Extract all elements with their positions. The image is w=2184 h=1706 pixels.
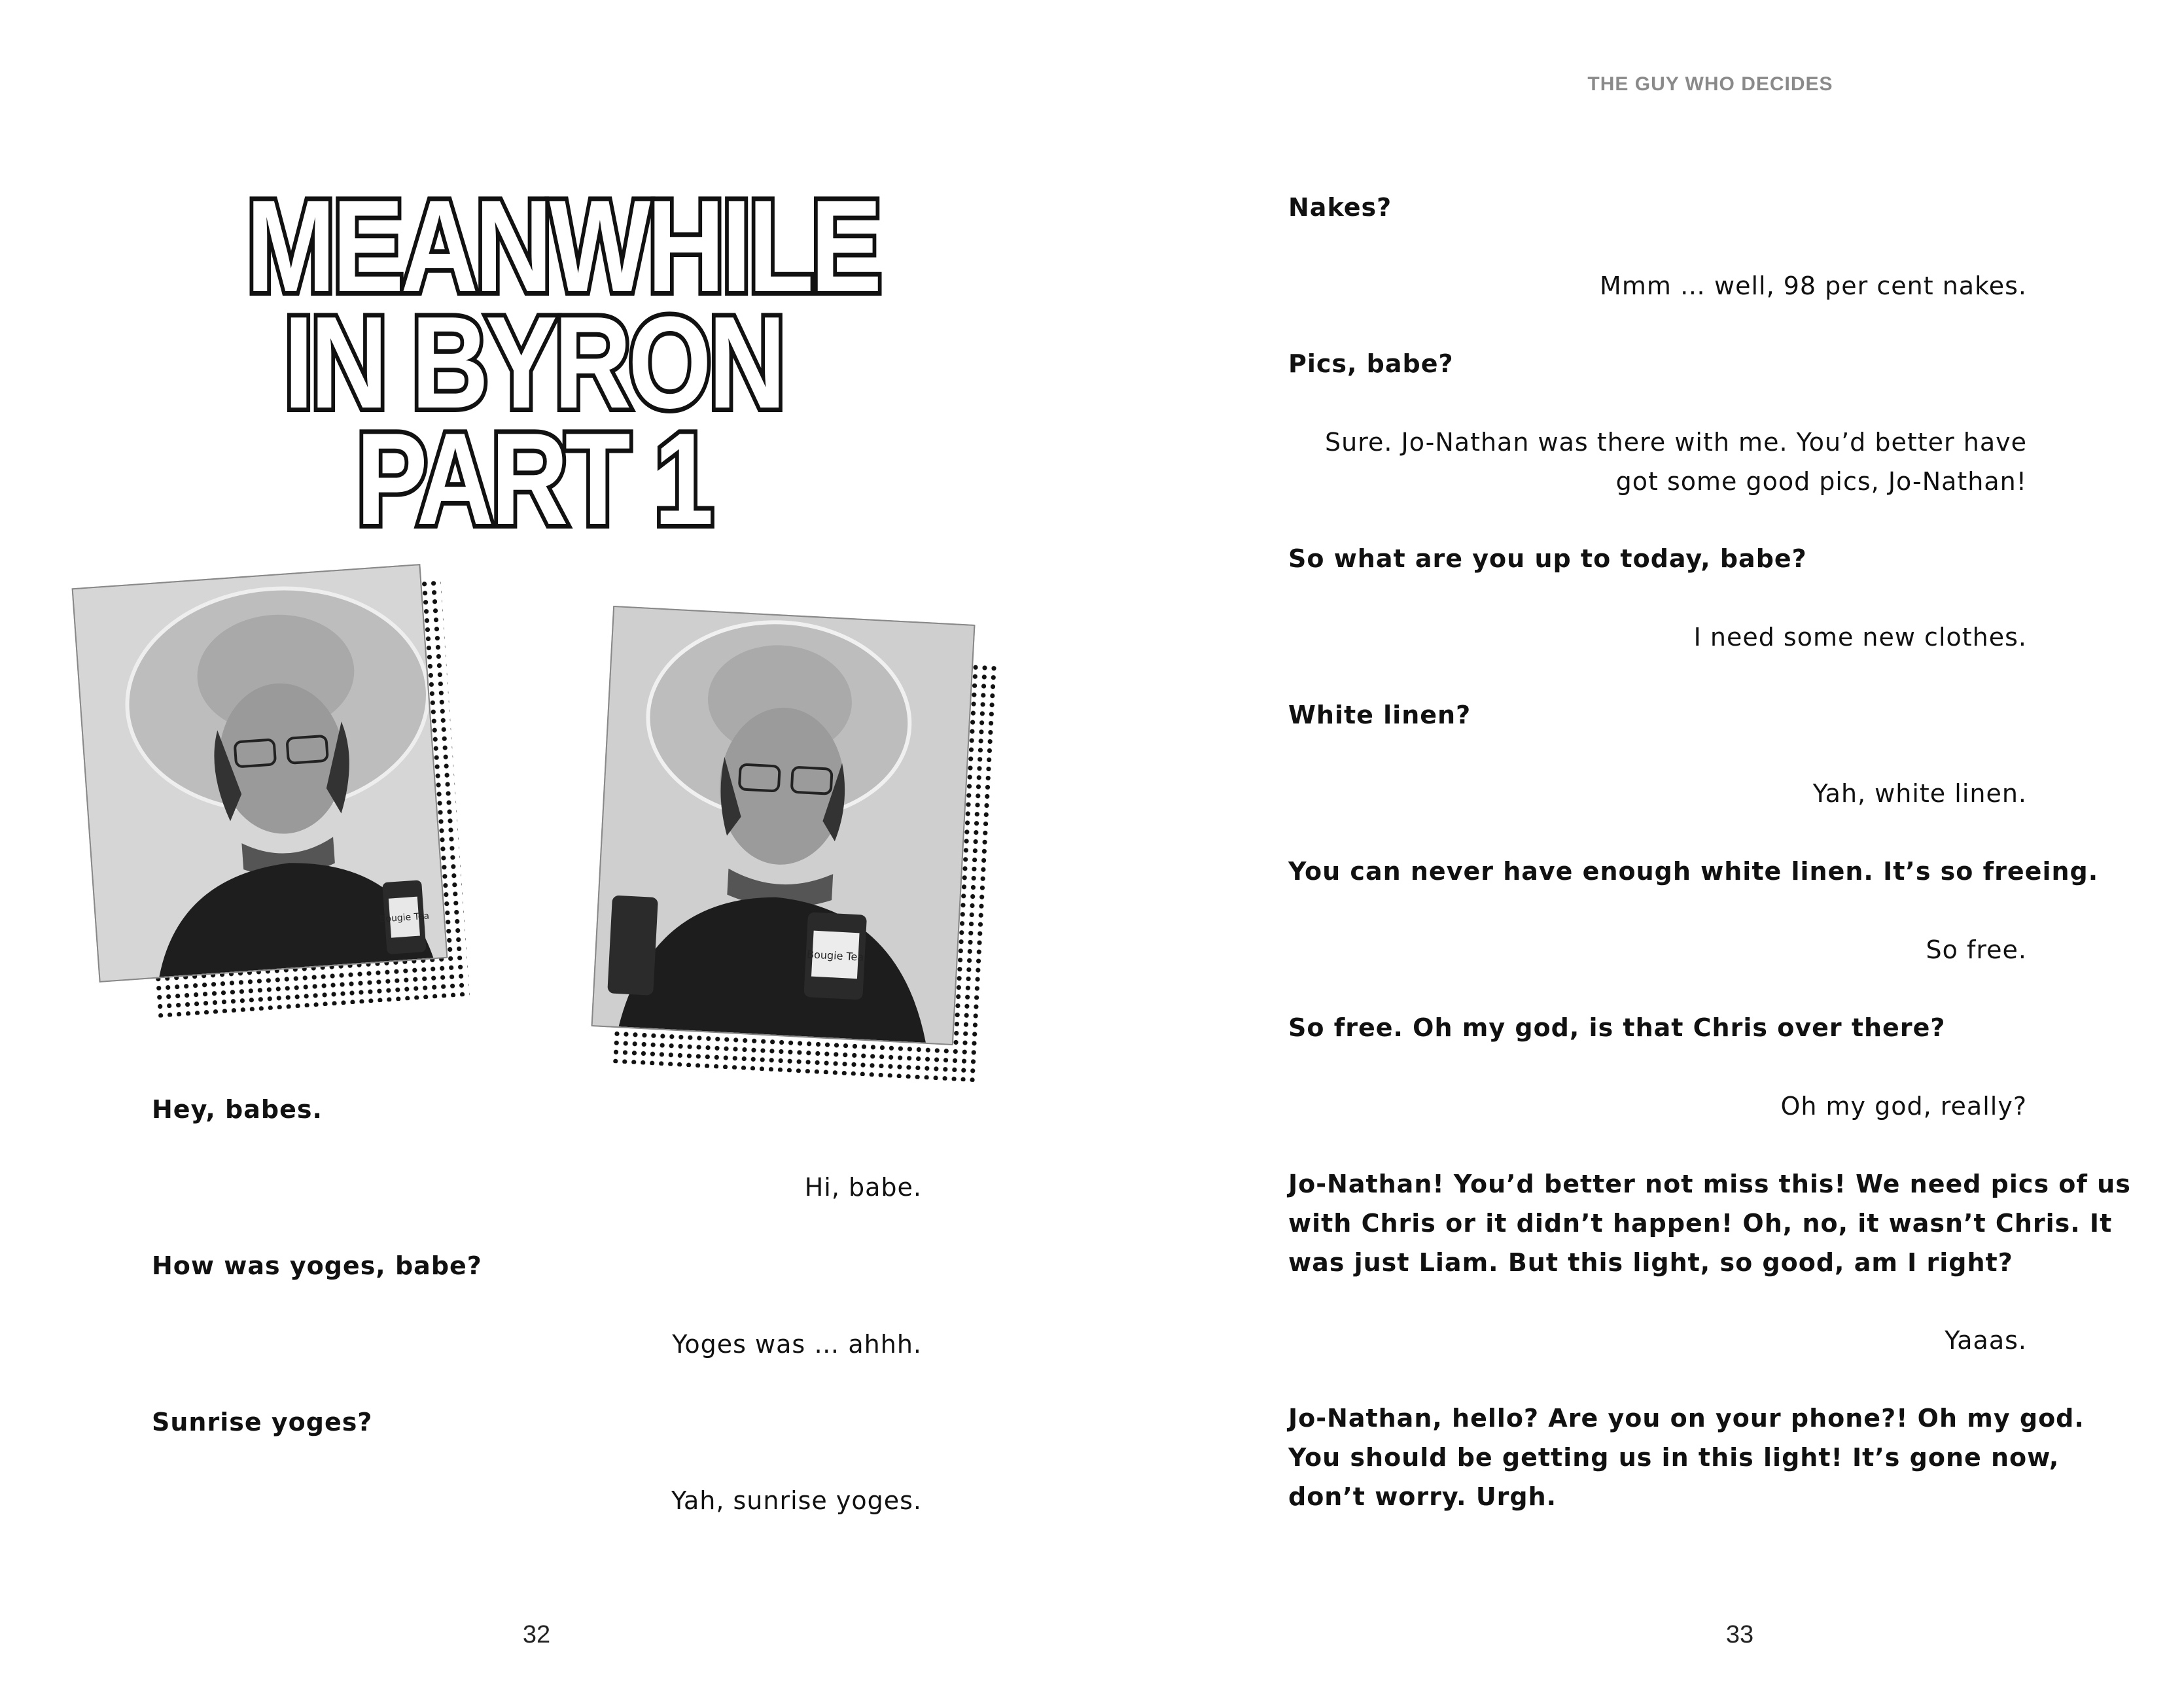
dialogue-r-3: Pics, babe? [1288,349,1454,378]
tea-label-2: Bougie Tea [806,948,864,964]
dialogue-r-1: Nakes? [1288,193,1392,222]
right-page [1092,0,2184,1706]
dialogue-r-6: I need some new clothes. [1693,623,2027,652]
dialogue-line-3: How was yoges, babe? [152,1251,482,1280]
page-number-right: 33 [1725,1621,1754,1648]
photo-2 [591,606,976,1045]
man-in-hat-photo-1-image [73,565,447,981]
tea-label-1: Bougie Tea [379,911,430,925]
dialogue-line-5: Sunrise yoges? [152,1408,373,1436]
dialogue-r-15c: don’t worry. Urgh. [1288,1482,1557,1511]
dialogue-r-13a: Jo-Nathan! You’d better not miss this! We need pics of us [1288,1170,2131,1198]
title-line-2: IN BYRON [283,290,783,436]
photo-1 [72,564,448,983]
dialogue-r-15b: You should be getting us in this light! It’s gone now, [1288,1443,2060,1472]
dialogue-r-13c: was just Liam. But this light, so good, am I right? [1288,1248,2013,1277]
man-in-hat-photo-2-image [593,607,974,1044]
dialogue-r-13b: with Chris or it didn’t happen! Oh, no, it wasn’t Chris. It [1288,1209,2113,1238]
photo-1-group [79,563,471,1020]
dialogue-line-4: Yoges was … ahhh. [672,1330,922,1359]
dialogue-line-6: Yah, sunrise yoges. [671,1486,922,1515]
dialogue-r-5: So what are you up to today, babe? [1288,544,1807,573]
photo-2-group [589,602,995,1073]
dialogue-line-1: Hey, babes. [152,1095,323,1124]
dialogue-r-2: Mmm … well, 98 per cent nakes. [1600,271,2027,300]
title-line-3: PART 1 [356,406,711,552]
dialogue-r-15a: Jo-Nathan, hello? Are you on your phone?! Oh my god. [1288,1404,2085,1433]
dialogue-line-2: Hi, babe. [804,1173,922,1202]
chapter-title [246,173,879,552]
dialogue-r-11: So free. Oh my god, is that Chris over there? [1288,1013,1946,1042]
page-number-left: 32 [522,1621,551,1648]
dialogue-r-4b: got some good pics, Jo-Nathan! [1615,467,2027,496]
dialogue-r-10: So free. [1926,935,2027,964]
dialogue-r-7: White linen? [1288,701,1471,729]
dialogue-r-9: You can never have enough white linen. It’s so freeing. [1288,857,2099,886]
dialogue-r-4a: Sure. Jo-Nathan was there with me. You’d better have [1324,428,2027,457]
dialogue-r-14: Yaaas. [1945,1326,2027,1355]
running-head: THE GUY WHO DECIDES [1587,73,1833,95]
dialogue-r-8: Yah, white linen. [1812,779,2027,808]
dialogue-r-12: Oh my god, really? [1780,1092,2027,1121]
title-line-1: MEANWHILE [246,173,879,319]
